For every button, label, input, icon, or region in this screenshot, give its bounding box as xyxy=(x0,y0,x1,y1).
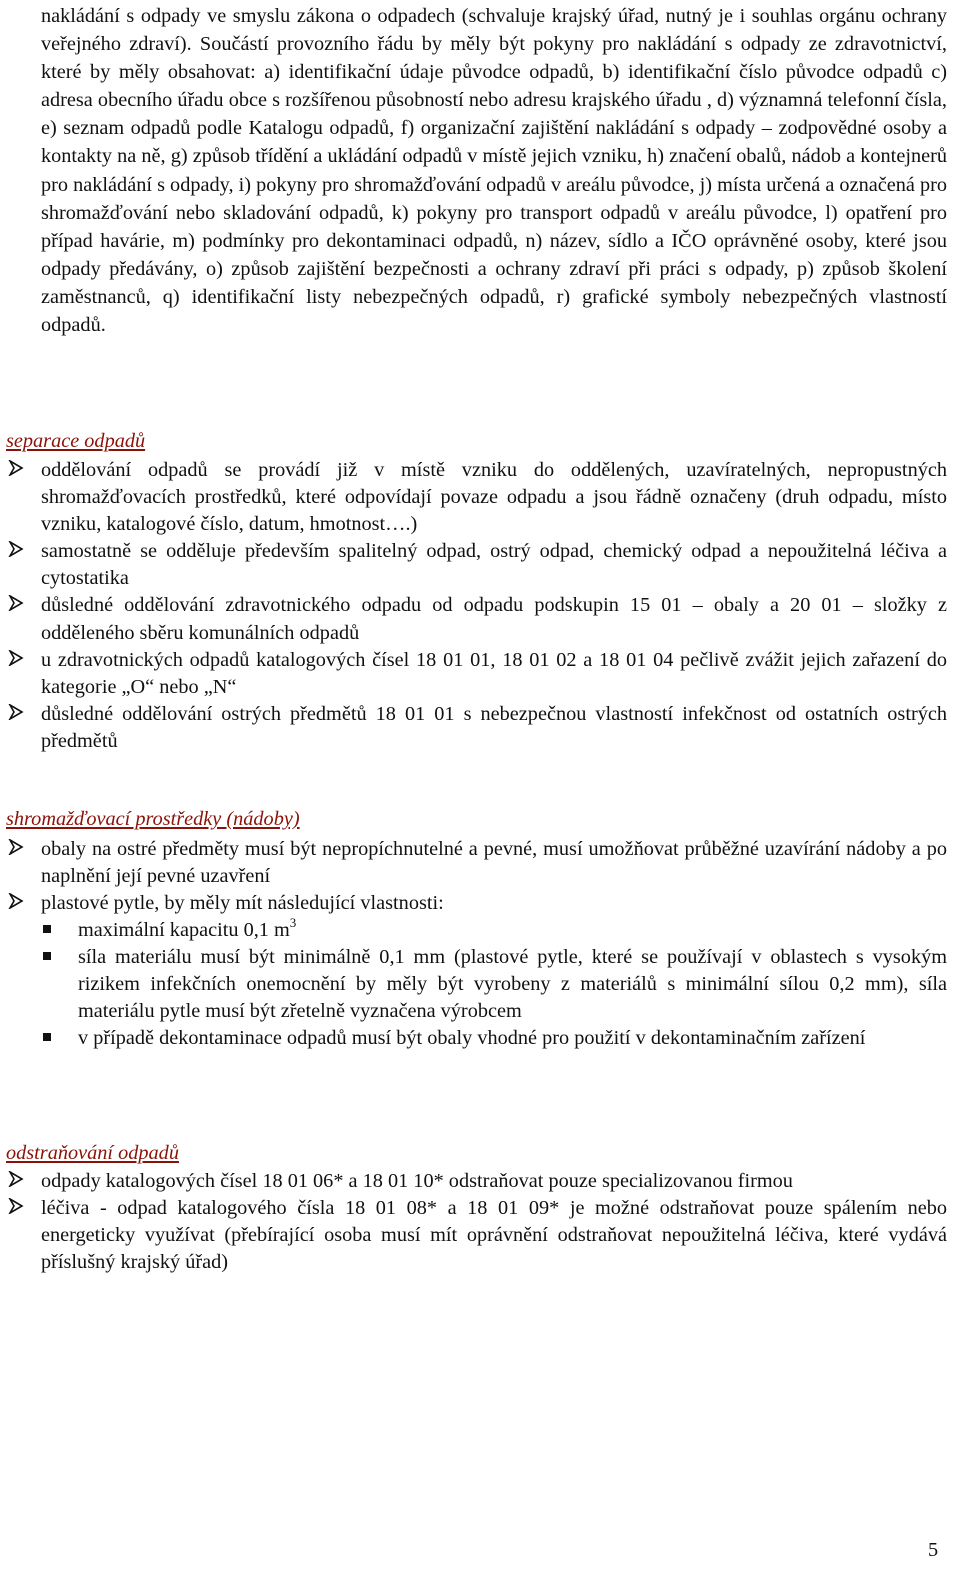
list-item xyxy=(0,1195,960,1276)
list-item-text: odpady katalogových čísel 18 01 06* a 18 01 10* odstraňovat pouze specializovanou firmou xyxy=(41,1170,793,1192)
list-item-text: plastové pytle, by měly mít následující vlastnosti: xyxy=(41,892,444,915)
sub-list-item-text: síla materiálu musí být minimálně 0,1 mm (plastové pytle, které se používají v oblastech s vysokým rizikem infekčních onemocnění by měly být vyrobeny z materiálů s minimální sílou 0,2 mm), síla materiálu pytle musí být zřetelně vyznačena výrobcem xyxy=(78,946,947,1022)
arrow-bullet-icon xyxy=(8,893,24,909)
sub-list-item xyxy=(41,1025,960,1052)
arrow-bullet-icon xyxy=(8,1171,24,1187)
list-item xyxy=(0,1168,960,1195)
arrow-bullet-icon xyxy=(8,460,24,476)
sub-list-item-text: v případě dekontaminace odpadů musí být obaly vhodné pro použití v dekontaminačním zařízení xyxy=(78,1026,866,1049)
list-item-text: oddělování odpadů se provádí již v místě vzniku do oddělených, uzavíratelných, nepropustných shromažďovacích prostředků, které odpovídají povaze odpadu a jsou řádně označeny (druh odpadu, místo vzniku, katalogové číslo, datum, hmotnost….) xyxy=(41,459,947,536)
sub-list-item xyxy=(41,944,960,1025)
arrow-bullet-icon xyxy=(8,541,24,557)
odstranovani-list xyxy=(0,1168,960,1276)
separace-list xyxy=(0,457,960,755)
sub-item-text: maximální kapacitu 0,1 m xyxy=(78,919,290,942)
list-item xyxy=(0,701,960,755)
list-item xyxy=(0,836,960,890)
square-bullet-icon xyxy=(43,925,51,933)
list-item xyxy=(0,457,960,538)
section-heading-separace: separace odpadů xyxy=(6,430,146,452)
list-item-text: samostatně se odděluje především spalitelný odpad, ostrý odpad, chemický odpad a nepoužitelná léčiva a cytostatika xyxy=(41,540,947,590)
list-item xyxy=(0,890,960,1052)
square-bullet-icon xyxy=(43,1033,51,1041)
list-item-text: důsledné oddělování ostrých předmětů 18 01 01 s nebezpečnou vlastností infekčnost od ostatních ostrých předmětů xyxy=(41,702,947,752)
list-item-text: u zdravotnických odpadů katalogových čísel 18 01 01, 18 01 02 a 18 01 04 pečlivě zvážit jejich zařazení do kategorie „O“ nebo „N“ xyxy=(41,648,947,698)
section-heading-odstranovani: odstraňování odpadů xyxy=(6,1142,179,1164)
list-item xyxy=(0,647,960,701)
square-bullet-icon xyxy=(43,952,51,960)
section-heading-shromazdovaci: shromažďovací prostředky (nádoby) xyxy=(6,808,300,830)
arrow-bullet-icon xyxy=(8,1198,24,1214)
list-item-text: důsledné oddělování zdravotnického odpadu od odpadu podskupin 15 01 – obaly a 20 01 – složky z odděleného sběru komunálních odpadů xyxy=(41,594,947,644)
intro-paragraph: nakládání s odpady ve smyslu zákona o odpadech (schvaluje krajský úřad, nutný je i souhlas orgánu ochrany veřejného zdraví). Součástí provozního řádu by měly být pokyny pro nakládání s odpady ze zdravotnictví, které by měly obsahovat: a) identifikační údaje původce odpadů, b) identifikační číslo původce odpadů c) adresa obecního úřadu obce s rozšířenou působností nebo adresu krajského úřadu , d) významná telefonní čísla, e) seznam odpadů podle Katalogu odpadů, f) organizační zajištění nakládání s odpady – zodpovědné osoby a kontakty na ně, g) způsob třídění a ukládání odpadů v místě jejich vzniku, h) značení obalů, nádob a kontejnerů pro nakládání s odpady, i) pokyny pro shromažďování odpadů v areálu původce, j) místa určená a označená pro shromažďování nebo skladování odpadů, k) pokyny pro transport odpadů v areálu původce, l) opatření pro případ havárie, m) podmínky pro dekontaminaci odpadů, n) název, sídlo a IČO oprávněné osoby, které jsou odpady předávány, o) způsob zajištění bezpečnosti a ochrany zdraví při práci s odpady, p) způsob školení zaměstnanců, q) identifikační listy nebezpečných odpadů, r) grafické symboly nebezpečných vlastností odpadů. xyxy=(41,5,947,337)
list-item-text: léčiva - odpad katalogového čísla 18 01 08* a 18 01 09* je možné odstraňovat pouze spálením nebo energeticky využívat (přebírající osoba musí mít oprávnění odstraňovat nepoužitelná léčiva, které vydává příslušný krajský úřad) xyxy=(41,1197,947,1274)
list-item-text: obaly na ostré předměty musí být nepropíchnutelné a pevné, musí umožňovat průběžné uzavírání nádoby a po naplnění její pevné uzavření xyxy=(41,838,947,888)
sub-list xyxy=(0,917,960,1052)
shromazdovaci-list xyxy=(0,836,960,1052)
arrow-bullet-icon xyxy=(8,704,24,720)
arrow-bullet-icon xyxy=(8,650,24,666)
exponent: 3 xyxy=(289,915,297,931)
arrow-bullet-icon xyxy=(8,839,24,855)
sub-list-item xyxy=(41,917,960,944)
list-item xyxy=(0,592,960,646)
arrow-bullet-icon xyxy=(8,595,24,611)
sub-list-item-text xyxy=(78,917,947,944)
page-number: 5 xyxy=(928,1539,939,1561)
list-item xyxy=(0,538,960,592)
